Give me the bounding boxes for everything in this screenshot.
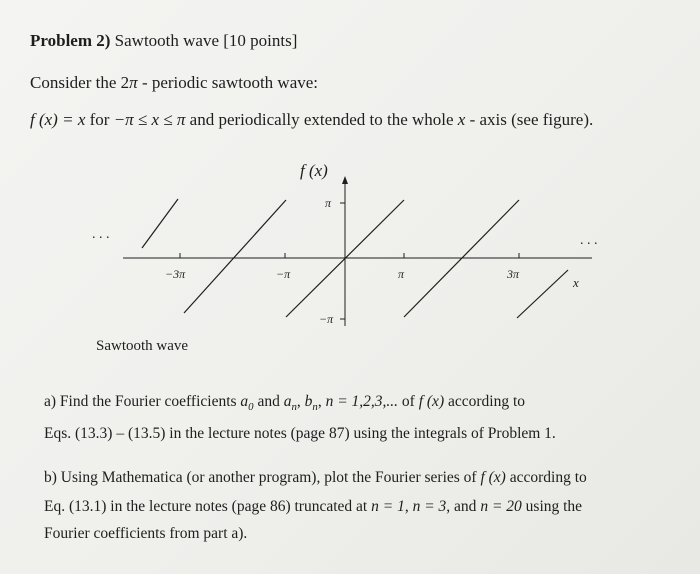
part-b-line-2 bbox=[44, 499, 582, 515]
part-b-using: using the bbox=[521, 498, 583, 515]
definition-for: for bbox=[85, 110, 114, 129]
coef-a-sub: 0 bbox=[248, 401, 254, 414]
part-a-comma-2: , bbox=[317, 393, 326, 410]
part-a-according: according to bbox=[444, 393, 526, 410]
part-a-and: and bbox=[253, 393, 284, 410]
y-axis-label: f (x) bbox=[300, 161, 328, 180]
n-list: n = 1,2,3,... bbox=[325, 393, 399, 410]
xtick-m3pi-label: −3π bbox=[165, 267, 186, 281]
sawtooth-segment-5 bbox=[517, 270, 568, 318]
part-b-and: , and bbox=[446, 498, 481, 515]
figure-caption: Sawtooth wave bbox=[96, 338, 189, 354]
x-axis-label: x bbox=[573, 275, 579, 290]
definition-rest: and periodically extended to the whole bbox=[185, 110, 458, 129]
definition-range: −π ≤ x ≤ π bbox=[113, 110, 186, 129]
part-b-sep: , bbox=[404, 498, 413, 515]
intro-text: Consider the 2 bbox=[30, 73, 130, 92]
part-a-fx: f (x) bbox=[418, 393, 445, 410]
part-b-fx: f (x) bbox=[480, 469, 506, 486]
coef-a: a bbox=[240, 393, 249, 410]
part-b-eq: Eq. (13.1) in the lecture notes (page 86) truncated at bbox=[44, 498, 372, 515]
part-a-line-2: Eqs. (13.3) – (13.5) in the lecture notes (page 87) using the integrals of Problem 1. bbox=[44, 425, 556, 442]
coef-an: a bbox=[283, 393, 292, 410]
xtick-mpi-label: −π bbox=[276, 267, 291, 281]
coef-bn-sub: n bbox=[312, 401, 318, 414]
y-axis-arrow bbox=[342, 176, 348, 184]
dots-left: . . . bbox=[92, 227, 110, 242]
part-b-according: according to bbox=[505, 469, 587, 486]
problem-points: [10 points] bbox=[223, 31, 298, 50]
part-a-comma: , bbox=[296, 393, 305, 410]
problem-topic: Sawtooth wave bbox=[114, 31, 220, 50]
definition-lhs: f (x) = x bbox=[30, 110, 86, 129]
definition-x: x bbox=[457, 110, 466, 129]
sawtooth-segment-2 bbox=[184, 200, 286, 313]
ytick-top-label: π bbox=[325, 196, 332, 210]
dots-right: . . . bbox=[580, 233, 598, 248]
xtick-3pi-label: 3π bbox=[507, 267, 520, 281]
n-equals-20: n = 20 bbox=[480, 498, 522, 515]
part-a-line-1 bbox=[44, 394, 525, 413]
intro-pi: π bbox=[129, 73, 138, 92]
intro-text-post: - periodic sawtooth wave: bbox=[137, 73, 319, 92]
part-b-line-3: Fourier coefficients from part a). bbox=[44, 525, 248, 542]
part-a-text: a) Find the Fourier coefficients bbox=[44, 393, 241, 410]
part-b-line-1 bbox=[44, 470, 587, 486]
problem-label: Problem 2) bbox=[30, 31, 111, 50]
n-equals-1: n = 1 bbox=[371, 498, 405, 515]
coef-bn: b bbox=[304, 393, 313, 410]
part-b-text: b) Using Mathematica (or another program), plot the Fourier series of bbox=[44, 469, 481, 486]
coef-an-sub: n bbox=[291, 401, 297, 414]
n-equals-3: n = 3 bbox=[412, 498, 447, 515]
xtick-pi-label: π bbox=[398, 267, 405, 281]
part-a-of: of bbox=[398, 393, 419, 410]
sawtooth-segment-1 bbox=[142, 199, 178, 248]
definition-tail: - axis (see figure). bbox=[465, 110, 594, 129]
ytick-bottom-label: −π bbox=[319, 312, 334, 326]
